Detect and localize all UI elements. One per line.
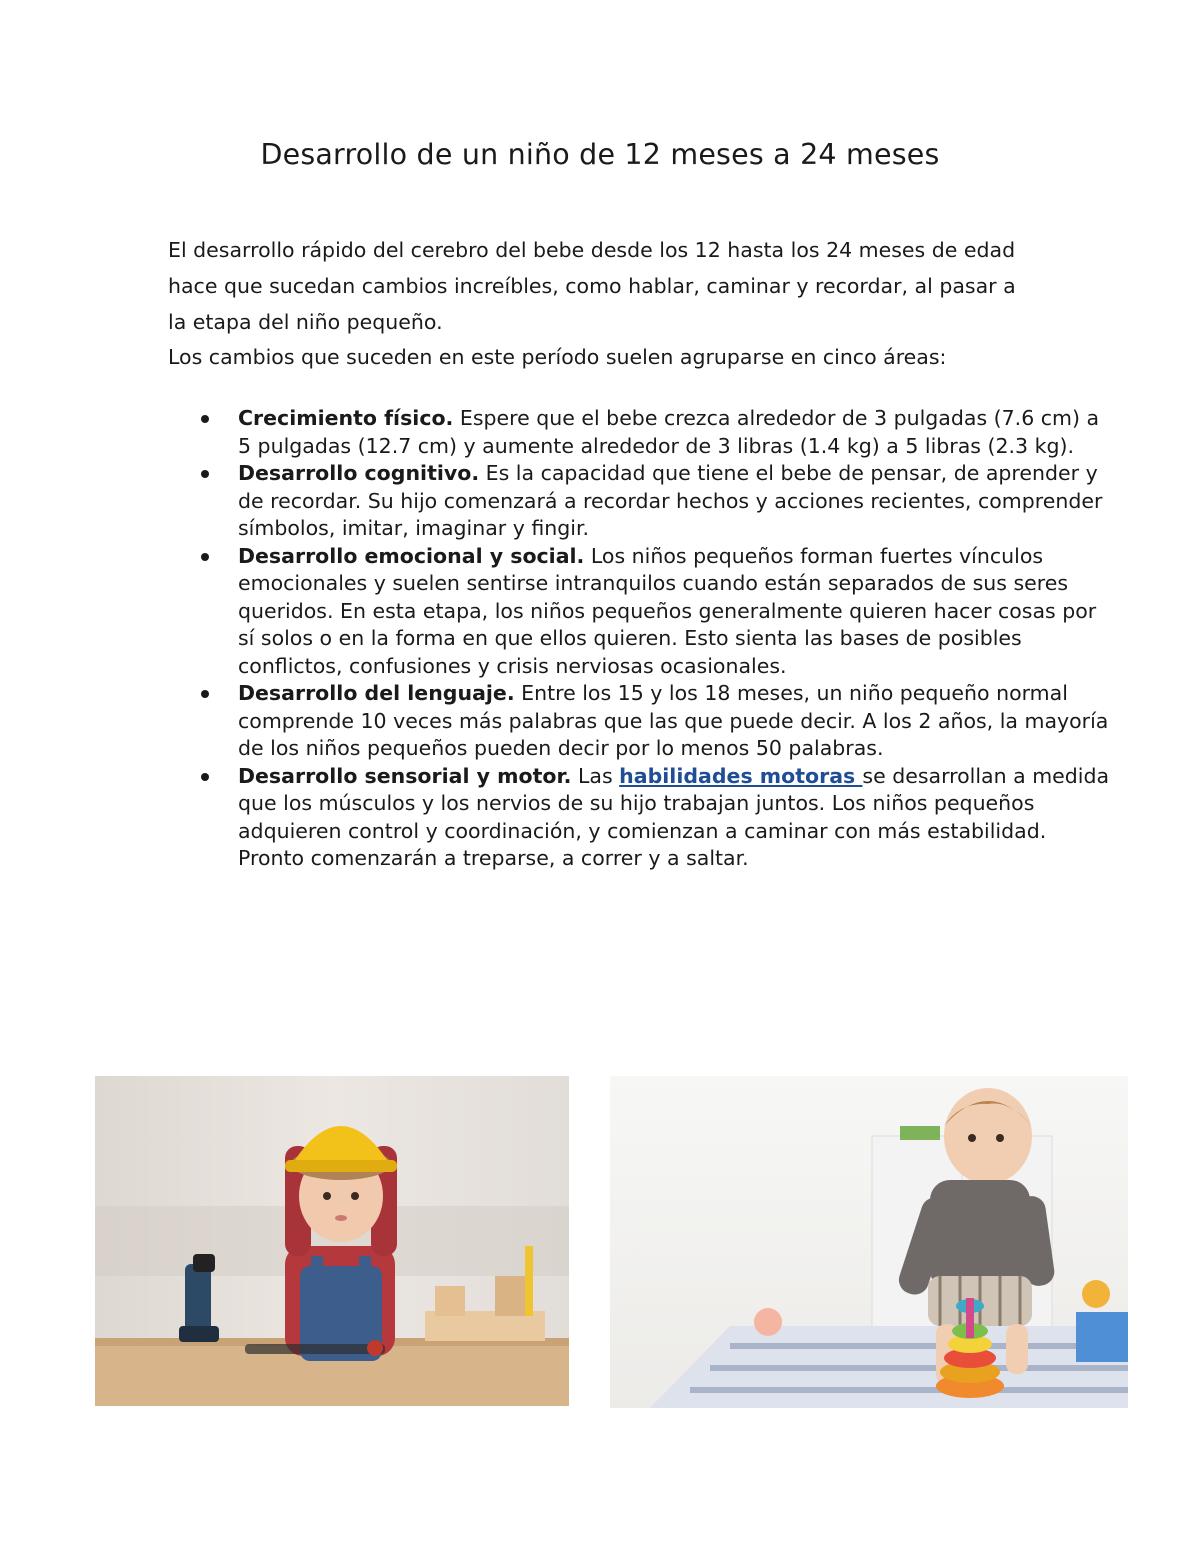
list-item-sensorial — [238, 763, 1118, 873]
list-item-cognitivo — [238, 460, 1118, 543]
area-heading: Desarrollo sensorial y motor. — [238, 763, 572, 788]
area-text: Entre los 15 y los 18 meses, un niño pequeño normal comprende 10 veces más palabras que las que puede decir. A los 2 años, la mayoría de los niños pequeños pueden decir por lo menos 50 palabras. — [238, 681, 1109, 760]
list-item-emocional — [238, 543, 1118, 681]
toddler-builder-photo — [95, 1076, 569, 1406]
habilidades-motoras-link[interactable]: habilidades motoras — [619, 763, 863, 788]
list-item-crecimiento — [238, 405, 1118, 460]
area-heading: Desarrollo del lenguaje. — [238, 681, 515, 705]
area-heading: Desarrollo cognitivo. — [238, 461, 480, 485]
areas-list — [168, 405, 1118, 873]
area-heading: Desarrollo emocional y social. — [238, 543, 585, 568]
toddler-stacking-rings-photo — [610, 1076, 1128, 1408]
area-heading: Crecimiento físico. — [238, 406, 454, 430]
area-text: Es la capacidad que tiene el bebe de pensar, de aprender y de recordar. Su hijo comenzará a recordar hechos y acciones recientes, comprender símbolos, imitar, imaginar y fingir. — [238, 461, 1103, 540]
area-text: se desarrollan a medida que los músculos y los nervios de su hijo trabajan juntos. Los niños pequeños adquieren control y coordinación, y comienzan a caminar con más estabilidad. Pronto comenzarán a treparse, a correr y a saltar. — [238, 763, 1110, 870]
page-title: Desarrollo de un niño de 12 meses a 24 meses — [260, 138, 940, 171]
intro-paragraph: El desarrollo rápido del cerebro del bebe desde los 12 hasta los 24 meses de edad hace que sucedan cambios increíbles, como hablar, caminar y recordar, al pasar a la etapa del niño pequeño. — [168, 238, 1016, 334]
list-item-lenguaje — [238, 680, 1118, 763]
area-pre: Las — [571, 763, 620, 788]
intro-areas-paragraph: Los cambios que suceden en este período suelen agruparse en cinco áreas: — [168, 345, 947, 369]
intro-section — [168, 232, 1028, 374]
area-text: Espere que el bebe crezca alrededor de 3 pulgadas (7.6 cm) a 5 pulgadas (12.7 cm) y aumente alrededor de 3 libras (1.4 kg) a 5 libras (2.3 kg). — [238, 406, 1100, 458]
area-text: Los niños pequeños forman fuertes vínculos emocionales y suelen sentirse intranquilos cuando están separados de sus seres queridos. En esta etapa, los niños pequeños generalmente quieren hacer cosas por sí solos o en la forma en que ellos quieren. Esto sienta las bases de posibles conflictos, confusiones y crisis nerviosas ocasionales. — [238, 543, 1097, 678]
